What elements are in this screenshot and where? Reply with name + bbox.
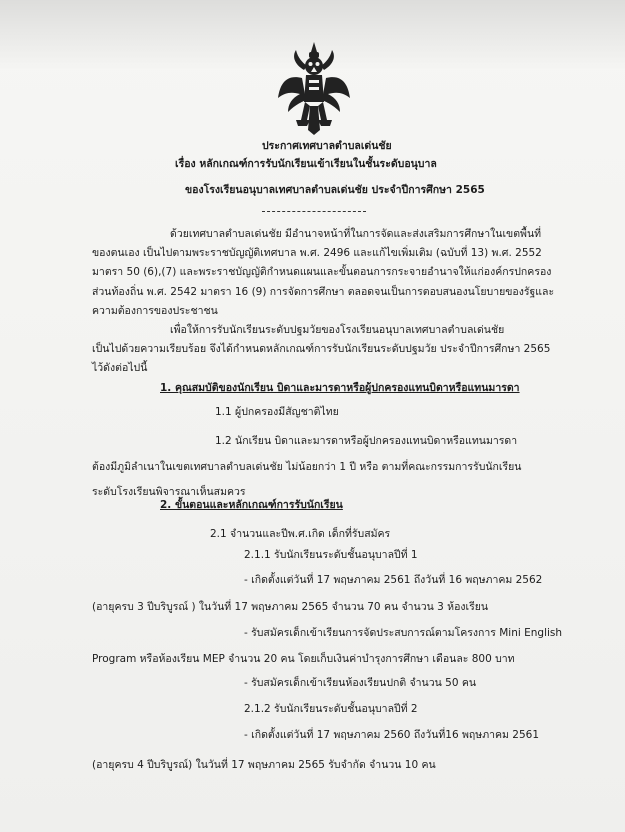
header-line-3: ของโรงเรียนอนุบาลเทศบาลตำบลเด่นชัย ประจำปีการศึกษา 2565 (185, 184, 485, 196)
section-2-title: 2. ขั้นตอนและหลักเกณฑ์การรับนักเรียน (160, 499, 343, 511)
section-2-item-2-1-1: 2.1.1 รับนักเรียนระดับชั้นอนุบาลปีที่ 1 (244, 549, 418, 561)
intro-line-2: ของตนเอง เป็นไปตามพระราชบัญญัติเทศบาล พ.ศ. 2496 และแก้ไขเพิ่มเติม (ฉบับที่ 13) พ.ศ. 2552 (92, 247, 542, 259)
section-1-title: 1. คุณสมบัติของนักเรียน บิดาและมารดาหรือผู้ปกครองแทนบิดาหรือแทนมารดา (160, 382, 520, 394)
item-2-1-1-line-2: (อายุครบ 3 ปีบริบูรณ์ ) ในวันที่ 17 พฤษภาคม 2565 จำนวน 70 คน จำนวน 3 ห้องเรียน (92, 601, 489, 613)
intro-line-5: ความต้องการของประชาชน (92, 305, 218, 317)
item-2-1-1-line-4: Program หรือห้องเรียน MEP จำนวน 20 คน โดยเก็บเงินค่าบำรุงการศึกษา เดือนละ 800 บาท (92, 653, 515, 665)
item-2-1-1-line-5: - รับสมัครเด็กเข้าเรียนห้องเรียนปกติ จำนวน 50 คน (244, 677, 477, 689)
header-divider (262, 211, 366, 212)
section-2-item-2-1-2: 2.1.2 รับนักเรียนระดับชั้นอนุบาลปีที่ 2 (244, 703, 418, 715)
section-1-item-2-line-1: 1.2 นักเรียน บิดาและมารดาหรือผู้ปกครองแทนบิดาหรือแทนมารดา (215, 435, 518, 447)
item-2-1-2-line-1: - เกิดตั้งแต่วันที่ 17 พฤษภาคม 2560 ถึงวันที่16 พฤษภาคม 2561 (244, 729, 540, 741)
intro-line-1: ด้วยเทศบาลตำบลเด่นชัย มีอำนาจหน้าที่ในการจัดและส่งเสริมการศึกษาในเขตพื้นที่ (170, 228, 542, 240)
section-2-item-2-1: 2.1 จำนวนและปีพ.ศ.เกิด เด็กที่รับสมัคร (210, 528, 391, 540)
section-1-item-2-line-2: ต้องมีภูมิลำเนาในเขตเทศบาลตำบลเด่นชัย ไม่น้อยกว่า 1 ปี หรือ ตามที่คณะกรรมการรับนักเรียน (92, 461, 522, 473)
item-2-1-2-line-2: (อายุครบ 4 ปีบริบูรณ์) ในวันที่ 17 พฤษภาคม 2565 รับจำกัด จำนวน 10 คน (92, 759, 436, 771)
garuda-emblem (276, 40, 352, 136)
purpose-line-1: เพื่อให้การรับนักเรียนระดับปฐมวัยของโรงเรียนอนุบาลเทศบาลตำบลเด่นชัย (170, 324, 505, 336)
purpose-line-2: เป็นไปด้วยความเรียบร้อย จึงได้กำหนดหลักเกณฑ์การรับนักเรียนระดับปฐมวัย ประจำปีการศึกษา 2565 (92, 343, 551, 355)
intro-line-3: มาตรา 50 (6),(7) และพระราชบัญญัติกำหนดแผนและขั้นตอนการกระจายอำนาจให้แก่องค์กรปกครอง (92, 266, 552, 278)
intro-line-4: ส่วนท้องถิ่น พ.ศ. 2542 มาตรา 16 (9) การจัดการศึกษา ตลอดจนเป็นการตอบสนองนโยบายของรัฐและ (92, 286, 555, 298)
section-1-item-2-line-3: ระดับโรงเรียนพิจารณาเห็นสมควร (92, 486, 246, 498)
item-2-1-1-line-3: - รับสมัครเด็กเข้าเรียนการจัดประสบการณ์ตามโครงการ Mini English (244, 627, 563, 639)
purpose-line-3: ไว้ดังต่อไปนี้ (92, 362, 148, 374)
header-line-1: ประกาศเทศบาลตำบลเด่นชัย (262, 140, 392, 152)
item-2-1-1-line-1: - เกิดตั้งแต่วันที่ 17 พฤษภาคม 2561 ถึงวันที่ 16 พฤษภาคม 2562 (244, 574, 543, 586)
header-line-2: เรื่อง หลักเกณฑ์การรับนักเรียนเข้าเรียนในชั้นระดับอนุบาล (175, 158, 437, 170)
section-1-item-1: 1.1 ผู้ปกครองมีสัญชาติไทย (215, 406, 339, 418)
